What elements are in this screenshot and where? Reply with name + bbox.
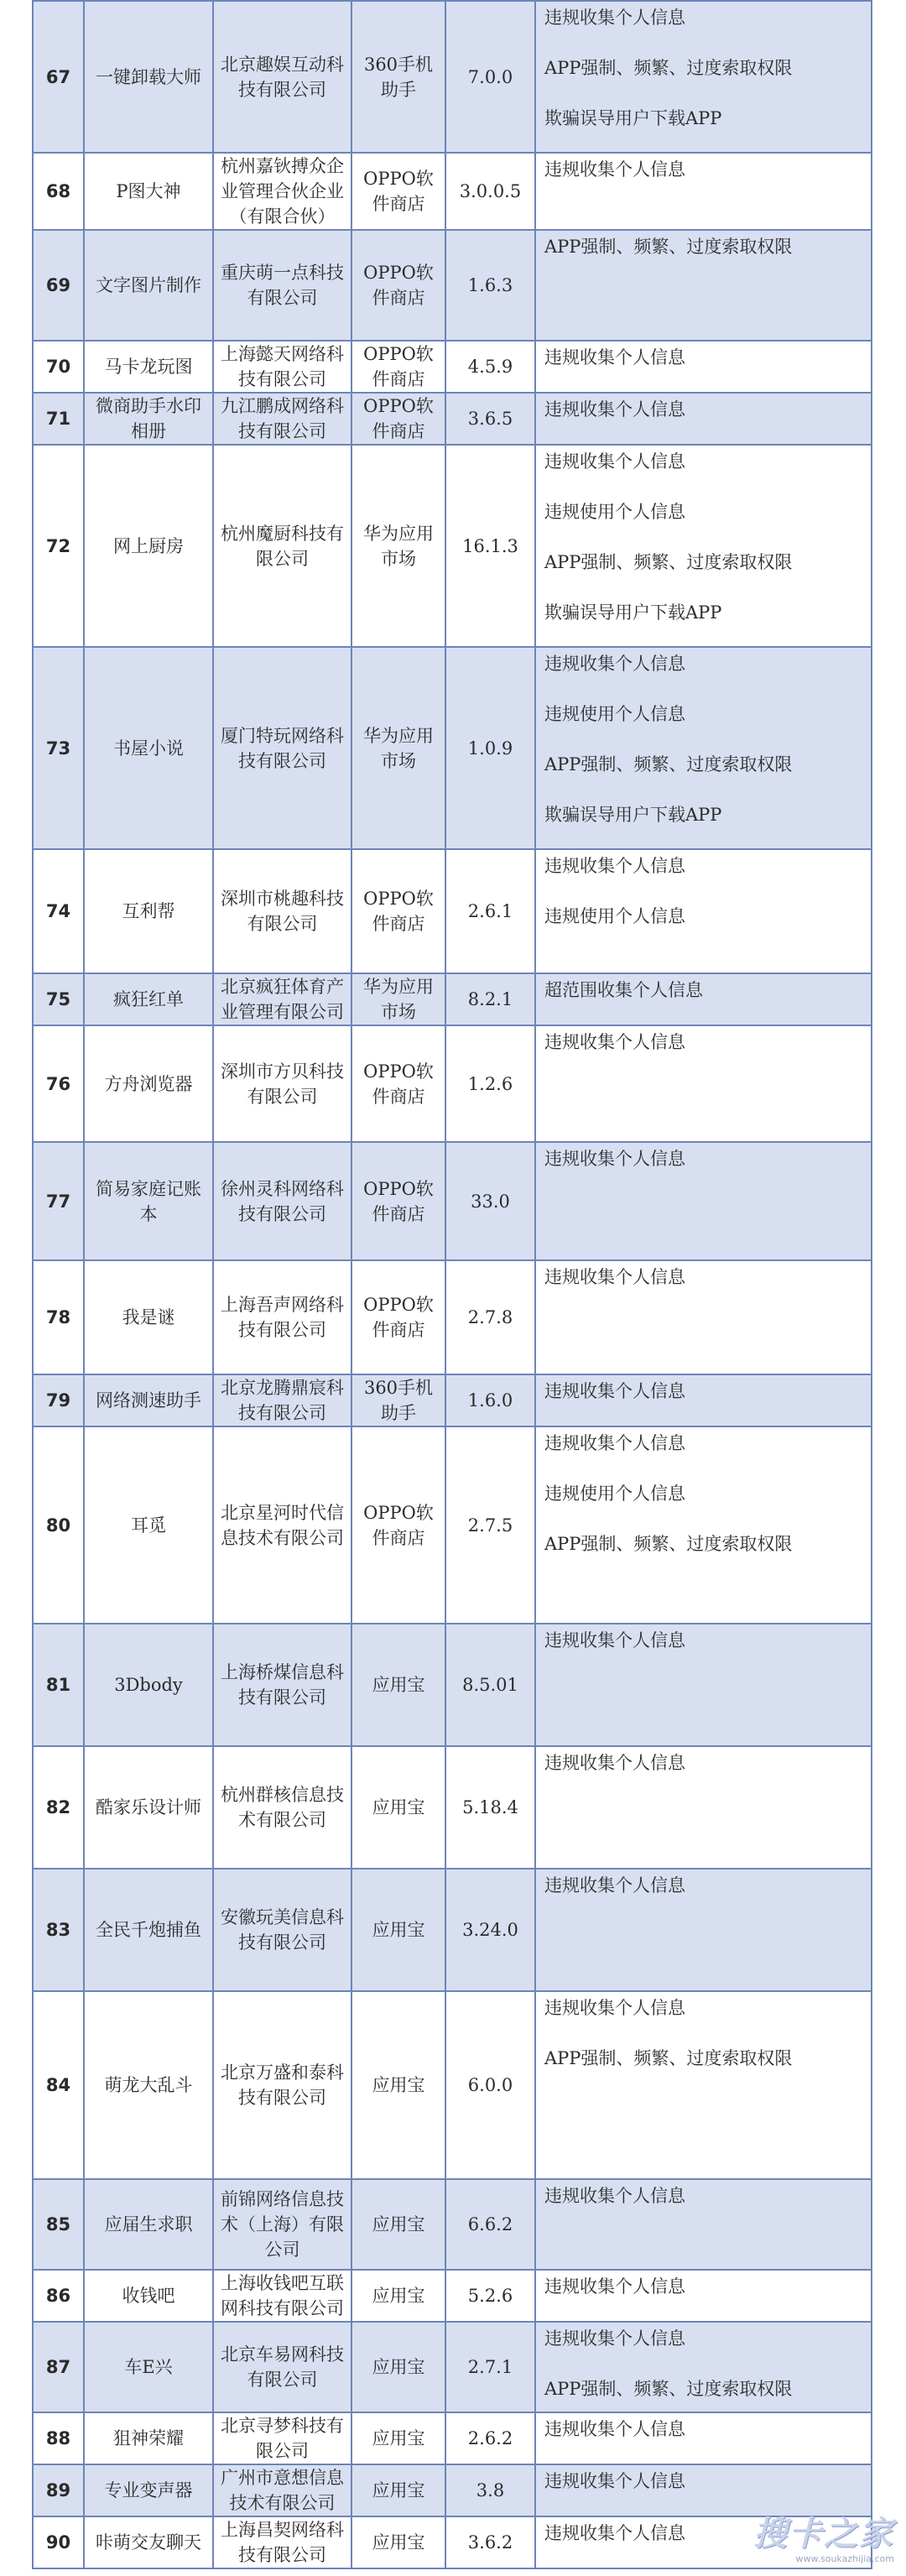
issues-cell [535,230,872,341]
company-name: 北京车易网科技有限公司 [213,2322,351,2412]
company-name: 北京疯狂体育产业管理有限公司 [213,973,351,1025]
row-number: 77 [33,1142,84,1260]
issues-cell [535,1426,872,1624]
app-name: 马卡龙玩图 [84,341,213,393]
app-name: 狙神荣耀 [84,2412,213,2464]
row-number: 68 [33,153,84,230]
app-version: 7.0.0 [445,1,535,153]
issues-cell [535,973,872,1025]
app-name: 简易家庭记账本 [84,1142,213,1260]
issue-item: 违规收集个人信息 [544,2276,685,2297]
watermark-brand: 搜卡之家 [753,2515,894,2553]
app-version: 1.0.9 [445,647,535,849]
app-name: P图大神 [84,153,213,230]
company-name: 北京星河时代信息技术有限公司 [213,1426,351,1624]
issue-item: 超范围收集个人信息 [544,980,703,1000]
app-store: 应用宝 [351,1624,445,1746]
issue-item: 违规使用个人信息 [544,1484,685,1504]
issue-item: APP强制、频繁、过度索取权限 [544,2048,793,2068]
app-version: 3.8 [445,2464,535,2516]
table-row [33,2412,872,2464]
app-version: 8.2.1 [445,973,535,1025]
table-body [33,1,872,2568]
company-name: 北京万盛和泰科技有限公司 [213,1991,351,2179]
app-store: OPPO软件商店 [351,1142,445,1260]
app-store: OPPO软件商店 [351,1025,445,1142]
table-row [33,1260,872,1374]
issues-cell [535,445,872,647]
app-version: 1.6.3 [445,230,535,341]
issue-item: 违规收集个人信息 [544,1032,685,1052]
issue-item: 违规收集个人信息 [544,1630,685,1650]
row-number: 75 [33,973,84,1025]
app-version: 3.6.2 [445,2516,535,2568]
app-violation-table-wrap [32,0,871,2569]
watermark-domain: www.soukazhijia.com [795,2553,894,2564]
row-number: 88 [33,2412,84,2464]
issues-cell [535,1624,872,1746]
app-version: 8.5.01 [445,1624,535,1746]
issue-item: 违规收集个人信息 [544,451,685,472]
row-number: 74 [33,849,84,973]
issue-item: 违规收集个人信息 [544,2186,685,2206]
app-name: 网络测速助手 [84,1374,213,1426]
table-row [33,1,872,153]
watermark-logo [753,2507,894,2564]
app-store: OPPO软件商店 [351,1426,445,1624]
app-store: 应用宝 [351,2412,445,2464]
issues-cell [535,1260,872,1374]
issues-cell [535,2270,872,2322]
table-row [33,1746,872,1869]
app-name: 互利帮 [84,849,213,973]
issue-item: 违规收集个人信息 [544,2328,685,2349]
row-number: 79 [33,1374,84,1426]
company-name: 厦门特玩网络科技有限公司 [213,647,351,849]
company-name: 上海懿天网络科技有限公司 [213,341,351,393]
issues-cell [535,2179,872,2270]
app-version: 33.0 [445,1142,535,1260]
issue-item: 违规使用个人信息 [544,704,685,724]
app-name: 疯狂红单 [84,973,213,1025]
row-number: 72 [33,445,84,647]
row-number: 70 [33,341,84,393]
app-store: 应用宝 [351,2179,445,2270]
company-name: 北京趣娱互动科技有限公司 [213,1,351,153]
app-store: OPPO软件商店 [351,849,445,973]
issue-item: 欺骗误导用户下载APP [544,602,722,623]
app-name: 一键卸载大师 [84,1,213,153]
app-store: 华为应用市场 [351,973,445,1025]
row-number: 89 [33,2464,84,2516]
issue-item: 违规收集个人信息 [544,1753,685,1773]
app-store: OPPO软件商店 [351,341,445,393]
issues-cell [535,341,872,393]
issue-item: 违规收集个人信息 [544,2523,685,2543]
app-version: 3.0.0.5 [445,153,535,230]
row-number: 73 [33,647,84,849]
app-version: 1.2.6 [445,1025,535,1142]
app-name: 我是谜 [84,1260,213,1374]
issues-cell [535,1025,872,1142]
issue-item: APP强制、频繁、过度索取权限 [544,754,793,774]
app-name: 专业变声器 [84,2464,213,2516]
table-row [33,230,872,341]
app-name: 文字图片制作 [84,230,213,341]
app-store: 应用宝 [351,1869,445,1991]
company-name: 上海桥煤信息科技有限公司 [213,1624,351,1746]
issues-cell [535,1374,872,1426]
issues-cell [535,647,872,849]
app-store: 应用宝 [351,2270,445,2322]
company-name: 深圳市桃趣科技有限公司 [213,849,351,973]
issues-cell [535,1869,872,1991]
app-name: 萌龙大乱斗 [84,1991,213,2179]
issue-item: 违规收集个人信息 [544,1267,685,1287]
company-name: 上海收钱吧互联网科技有限公司 [213,2270,351,2322]
table-row [33,973,872,1025]
issues-cell [535,1991,872,2179]
app-version: 2.6.2 [445,2412,535,2464]
issue-item: 违规收集个人信息 [544,1433,685,1453]
row-number: 71 [33,393,84,445]
issue-item: 违规使用个人信息 [544,502,685,522]
table-row [33,1025,872,1142]
app-store: 应用宝 [351,2516,445,2568]
app-store: 应用宝 [351,1991,445,2179]
app-store: OPPO软件商店 [351,1260,445,1374]
issue-item: 违规使用个人信息 [544,906,685,926]
table-row [33,2179,872,2270]
app-store: 应用宝 [351,2464,445,2516]
issues-cell [535,849,872,973]
app-name: 耳觅 [84,1426,213,1624]
app-name: 全民千炮捕鱼 [84,1869,213,1991]
company-name: 杭州嘉钬搏众企业管理合伙企业（有限合伙） [213,153,351,230]
issues-cell [535,1,872,153]
app-violation-table [32,0,872,2569]
app-version: 3.24.0 [445,1869,535,1991]
issue-item: 违规收集个人信息 [544,8,685,28]
issue-item: APP强制、频繁、过度索取权限 [544,58,793,78]
app-name: 酷家乐设计师 [84,1746,213,1869]
app-version: 4.5.9 [445,341,535,393]
row-number: 82 [33,1746,84,1869]
app-name: 车E兴 [84,2322,213,2412]
company-name: 广州市意想信息技术有限公司 [213,2464,351,2516]
app-version: 5.2.6 [445,2270,535,2322]
row-number: 81 [33,1624,84,1746]
app-store: 360手机助手 [351,1374,445,1426]
issues-cell [535,1142,872,1260]
row-number: 67 [33,1,84,153]
app-store: OPPO软件商店 [351,230,445,341]
row-number: 69 [33,230,84,341]
issue-item: 违规收集个人信息 [544,399,685,420]
issue-item: 违规收集个人信息 [544,1875,685,1895]
table-row [33,393,872,445]
issue-item: 违规收集个人信息 [544,1149,685,1169]
issues-cell [535,2322,872,2412]
row-number: 86 [33,2270,84,2322]
app-name: 应届生求职 [84,2179,213,2270]
row-number: 78 [33,1260,84,1374]
table-row [33,849,872,973]
table-row [33,1374,872,1426]
company-name: 杭州魔厨科技有限公司 [213,445,351,647]
company-name: 徐州灵科网络科技有限公司 [213,1142,351,1260]
app-name: 微商助手水印相册 [84,393,213,445]
company-name: 前锦网络信息技术（上海）有限公司 [213,2179,351,2270]
app-name: 网上厨房 [84,445,213,647]
issue-item: 违规收集个人信息 [544,159,685,180]
row-number: 87 [33,2322,84,2412]
issues-cell [535,1746,872,1869]
table-row [33,2516,872,2568]
app-version: 5.18.4 [445,1746,535,1869]
issue-item: APP强制、频繁、过度索取权限 [544,2379,793,2399]
app-store: 华为应用市场 [351,445,445,647]
app-name: 方舟浏览器 [84,1025,213,1142]
app-name: 书屋小说 [84,647,213,849]
company-name: 上海吾声网络科技有限公司 [213,1260,351,1374]
table-row [33,1624,872,1746]
issue-item: 违规收集个人信息 [544,1998,685,2018]
issue-item: 欺骗误导用户下载APP [544,108,722,128]
company-name: 北京寻梦科技有限公司 [213,2412,351,2464]
table-row [33,1426,872,1624]
issue-item: 违规收集个人信息 [544,1381,685,1401]
app-version: 6.0.0 [445,1991,535,2179]
issue-item: APP强制、频繁、过度索取权限 [544,1534,793,1554]
table-row [33,1991,872,2179]
app-name: 3Dbody [84,1624,213,1746]
app-store: OPPO软件商店 [351,393,445,445]
issue-item: 违规收集个人信息 [544,654,685,674]
app-version: 2.7.8 [445,1260,535,1374]
issue-item: 违规收集个人信息 [544,347,685,368]
table-row [33,1869,872,1991]
app-version: 2.6.1 [445,849,535,973]
table-row [33,647,872,849]
company-name: 重庆萌一点科技有限公司 [213,230,351,341]
table-row [33,1142,872,1260]
company-name: 杭州群核信息技术有限公司 [213,1746,351,1869]
app-version: 2.7.5 [445,1426,535,1624]
row-number: 84 [33,1991,84,2179]
company-name: 九江鹏成网络科技有限公司 [213,393,351,445]
issue-item: 违规收集个人信息 [544,2419,685,2439]
issue-item: 违规收集个人信息 [544,2471,685,2491]
row-number: 76 [33,1025,84,1142]
app-version: 6.6.2 [445,2179,535,2270]
app-version: 2.7.1 [445,2322,535,2412]
app-name: 咔萌交友聊天 [84,2516,213,2568]
issues-cell [535,2412,872,2464]
issue-item: APP强制、频繁、过度索取权限 [544,552,793,572]
issues-cell [535,153,872,230]
issue-item: 违规收集个人信息 [544,856,685,876]
app-version: 1.6.0 [445,1374,535,1426]
company-name: 深圳市方贝科技有限公司 [213,1025,351,1142]
table-row [33,445,872,647]
table-row [33,2464,872,2516]
table-row [33,2270,872,2322]
app-name: 收钱吧 [84,2270,213,2322]
app-store: 应用宝 [351,1746,445,1869]
table-row [33,341,872,393]
row-number: 85 [33,2179,84,2270]
app-version: 16.1.3 [445,445,535,647]
app-store: 应用宝 [351,2322,445,2412]
issue-item: 欺骗误导用户下载APP [544,805,722,825]
row-number: 90 [33,2516,84,2568]
table-row [33,2322,872,2412]
row-number: 80 [33,1426,84,1624]
company-name: 安徽玩美信息科技有限公司 [213,1869,351,1991]
table-row [33,153,872,230]
company-name: 北京龙腾鼎宸科技有限公司 [213,1374,351,1426]
app-version: 3.6.5 [445,393,535,445]
app-store: 360手机助手 [351,1,445,153]
issues-cell [535,393,872,445]
company-name: 上海昌契网络科技有限公司 [213,2516,351,2568]
app-store: OPPO软件商店 [351,153,445,230]
app-store: 华为应用市场 [351,647,445,849]
row-number: 83 [33,1869,84,1991]
issue-item: APP强制、频繁、过度索取权限 [544,237,793,257]
